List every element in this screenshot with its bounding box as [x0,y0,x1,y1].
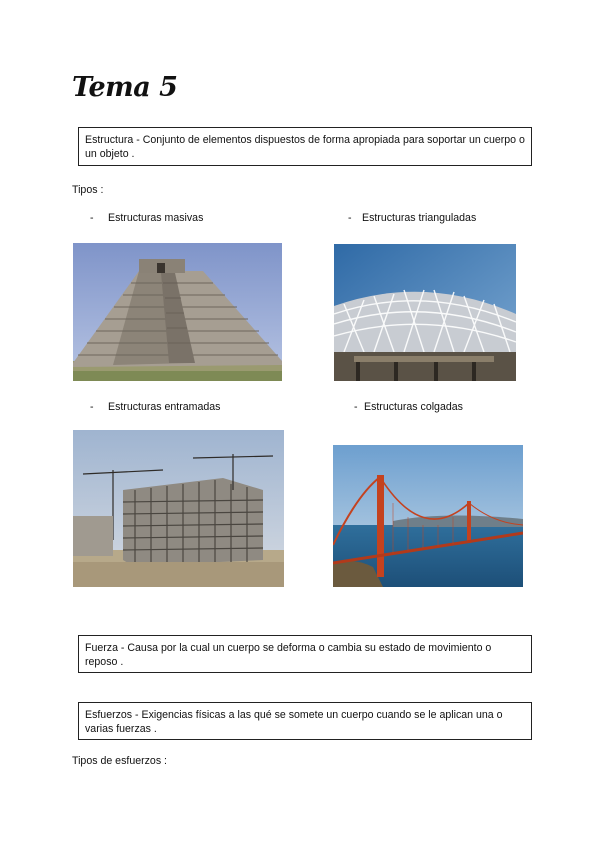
tipo-item-colgadas: - Estructuras colgadas [354,401,463,413]
tipo-item-entramadas: - Estructuras entramadas [90,401,221,413]
tipo-item-masivas: - Estructuras masivas [90,212,204,224]
tipos-esfuerzos-label: Tipos de esfuerzos : [72,755,167,767]
suspension-bridge-photo [333,445,523,587]
fuerza-definition-text: Fuerza - Causa por la cual un cuerpo se deforma o cambia su estado de movimiento o reposo . [85,642,492,668]
page-title: Tema 5 [72,72,178,103]
fuerza-definition-box [78,635,532,673]
tipo-item-trianguladas: - Estructuras trianguladas [348,212,477,224]
estructura-definition-box [78,127,532,166]
pyramid-photo [73,243,282,381]
building-frame-photo [73,430,284,587]
esfuerzos-definition-box [78,702,532,740]
estructura-definition-text: Estructura - Conjunto de elementos dispuestos de forma apropiada para soportar un cuerpo o un objeto . [85,134,525,160]
stadium-roof-photo [334,244,516,381]
tipos-label: Tipos : [72,184,104,196]
esfuerzos-definition-text: Esfuerzos - Exigencias físicas a las qué se somete un cuerpo cuando se le aplican una o varias fuerzas . [85,709,503,735]
